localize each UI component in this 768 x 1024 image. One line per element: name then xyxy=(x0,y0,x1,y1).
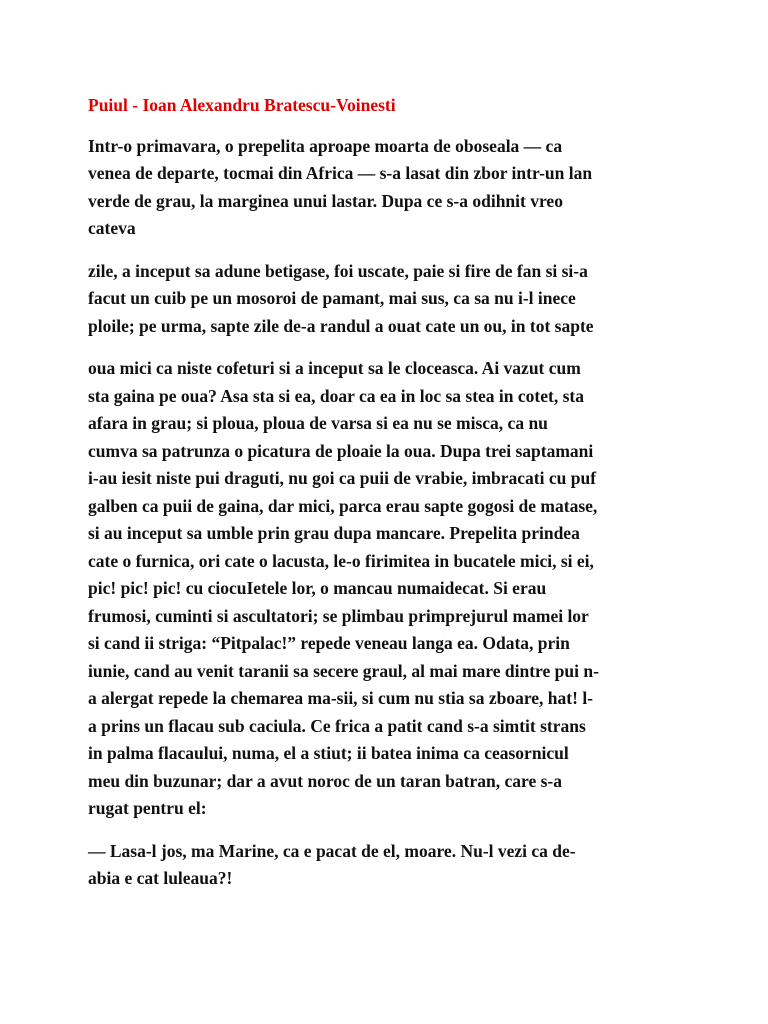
text-line: in palma flacaului, numa, el a stiut; ii batea inima ca ceasornicul xyxy=(88,743,569,763)
text-line: frumosi, cuminti si ascultatori; se plimbau primprejurul mamei lor xyxy=(88,605,589,626)
text-line: sta gaina pe oua? Asa sta si ea, doar ca ea in loc sa stea in cotet, sta xyxy=(88,385,584,406)
text-line: cateva xyxy=(88,218,136,238)
paragraph-1 xyxy=(88,133,683,243)
text-line: Intr-o primavara, o prepelita aproape moarta de oboseala — ca xyxy=(88,135,563,156)
text-line: a prins un flacau sub caciula. Ce frica a patit cand s-a simtit strans xyxy=(88,715,586,736)
text-line: si cand ii striga: “Pitpalac!” repede veneau langa ea. Odata, prin xyxy=(88,633,570,653)
text-line: i-au iesit niste pui draguti, nu goi ca puii de vrabie, imbracati cu puf xyxy=(88,468,597,488)
text-line: rugat pentru el: xyxy=(88,798,207,818)
text-line: ploile; pe urma, sapte zile de-a randul a ouat cate un ou, in tot sapte xyxy=(88,315,594,336)
paragraph-3 xyxy=(88,355,683,823)
text-line: cate o furnica, ori cate o lacusta, le-o firimitea in bucatele mici, si ei, xyxy=(88,550,594,571)
text-line: abia e cat luleaua?! xyxy=(88,868,233,888)
text-line: cumva sa patrunza o picatura de ploaie la oua. Dupa trei saptamani xyxy=(88,440,594,461)
text-line: galben ca puii de gaina, dar mici, parca erau sapte gogosi de matase, xyxy=(88,495,598,516)
document-page xyxy=(88,92,683,908)
text-line: iunie, cand au venit taranii sa secere graul, al mai mare dintre pui n- xyxy=(88,660,599,681)
text-line: afara in grau; si ploua, ploua de varsa si ea nu se misca, ca nu xyxy=(88,413,548,433)
paragraph-2 xyxy=(88,258,683,341)
document-title: Puiul - Ioan Alexandru Bratescu-Voinesti xyxy=(88,95,396,115)
text-line: oua mici ca niste cofeturi si a inceput sa le cloceasca. Ai vazut cum xyxy=(88,358,581,378)
text-line: — Lasa-l jos, ma Marine, ca e pacat de el, moare. Nu-l vezi ca de- xyxy=(88,840,576,861)
text-line: facut un cuib pe un mosoroi de pamant, mai sus, ca sa nu i-l inece xyxy=(88,288,576,308)
paragraph-4 xyxy=(88,838,683,893)
text-line: zile, a inceput sa adune betigase, foi uscate, paie si fire de fan si si-a xyxy=(88,260,588,281)
text-line: venea de departe, tocmai din Africa — s-a lasat din zbor intr-un lan xyxy=(88,163,593,183)
text-line: verde de grau, la marginea unui lastar. Dupa ce s-a odihnit vreo xyxy=(88,190,563,211)
text-line: a alergat repede la chemarea ma-sii, si cum nu stia sa zboare, hat! l- xyxy=(88,688,594,708)
text-line: si au inceput sa umble prin grau dupa mancare. Prepelita prindea xyxy=(88,523,580,543)
text-line: pic! pic! pic! cu ciocuIetele lor, o mancau numaidecat. Si erau xyxy=(88,578,547,598)
text-line: meu din buzunar; dar a avut noroc de un taran batran, care s-a xyxy=(88,770,562,791)
